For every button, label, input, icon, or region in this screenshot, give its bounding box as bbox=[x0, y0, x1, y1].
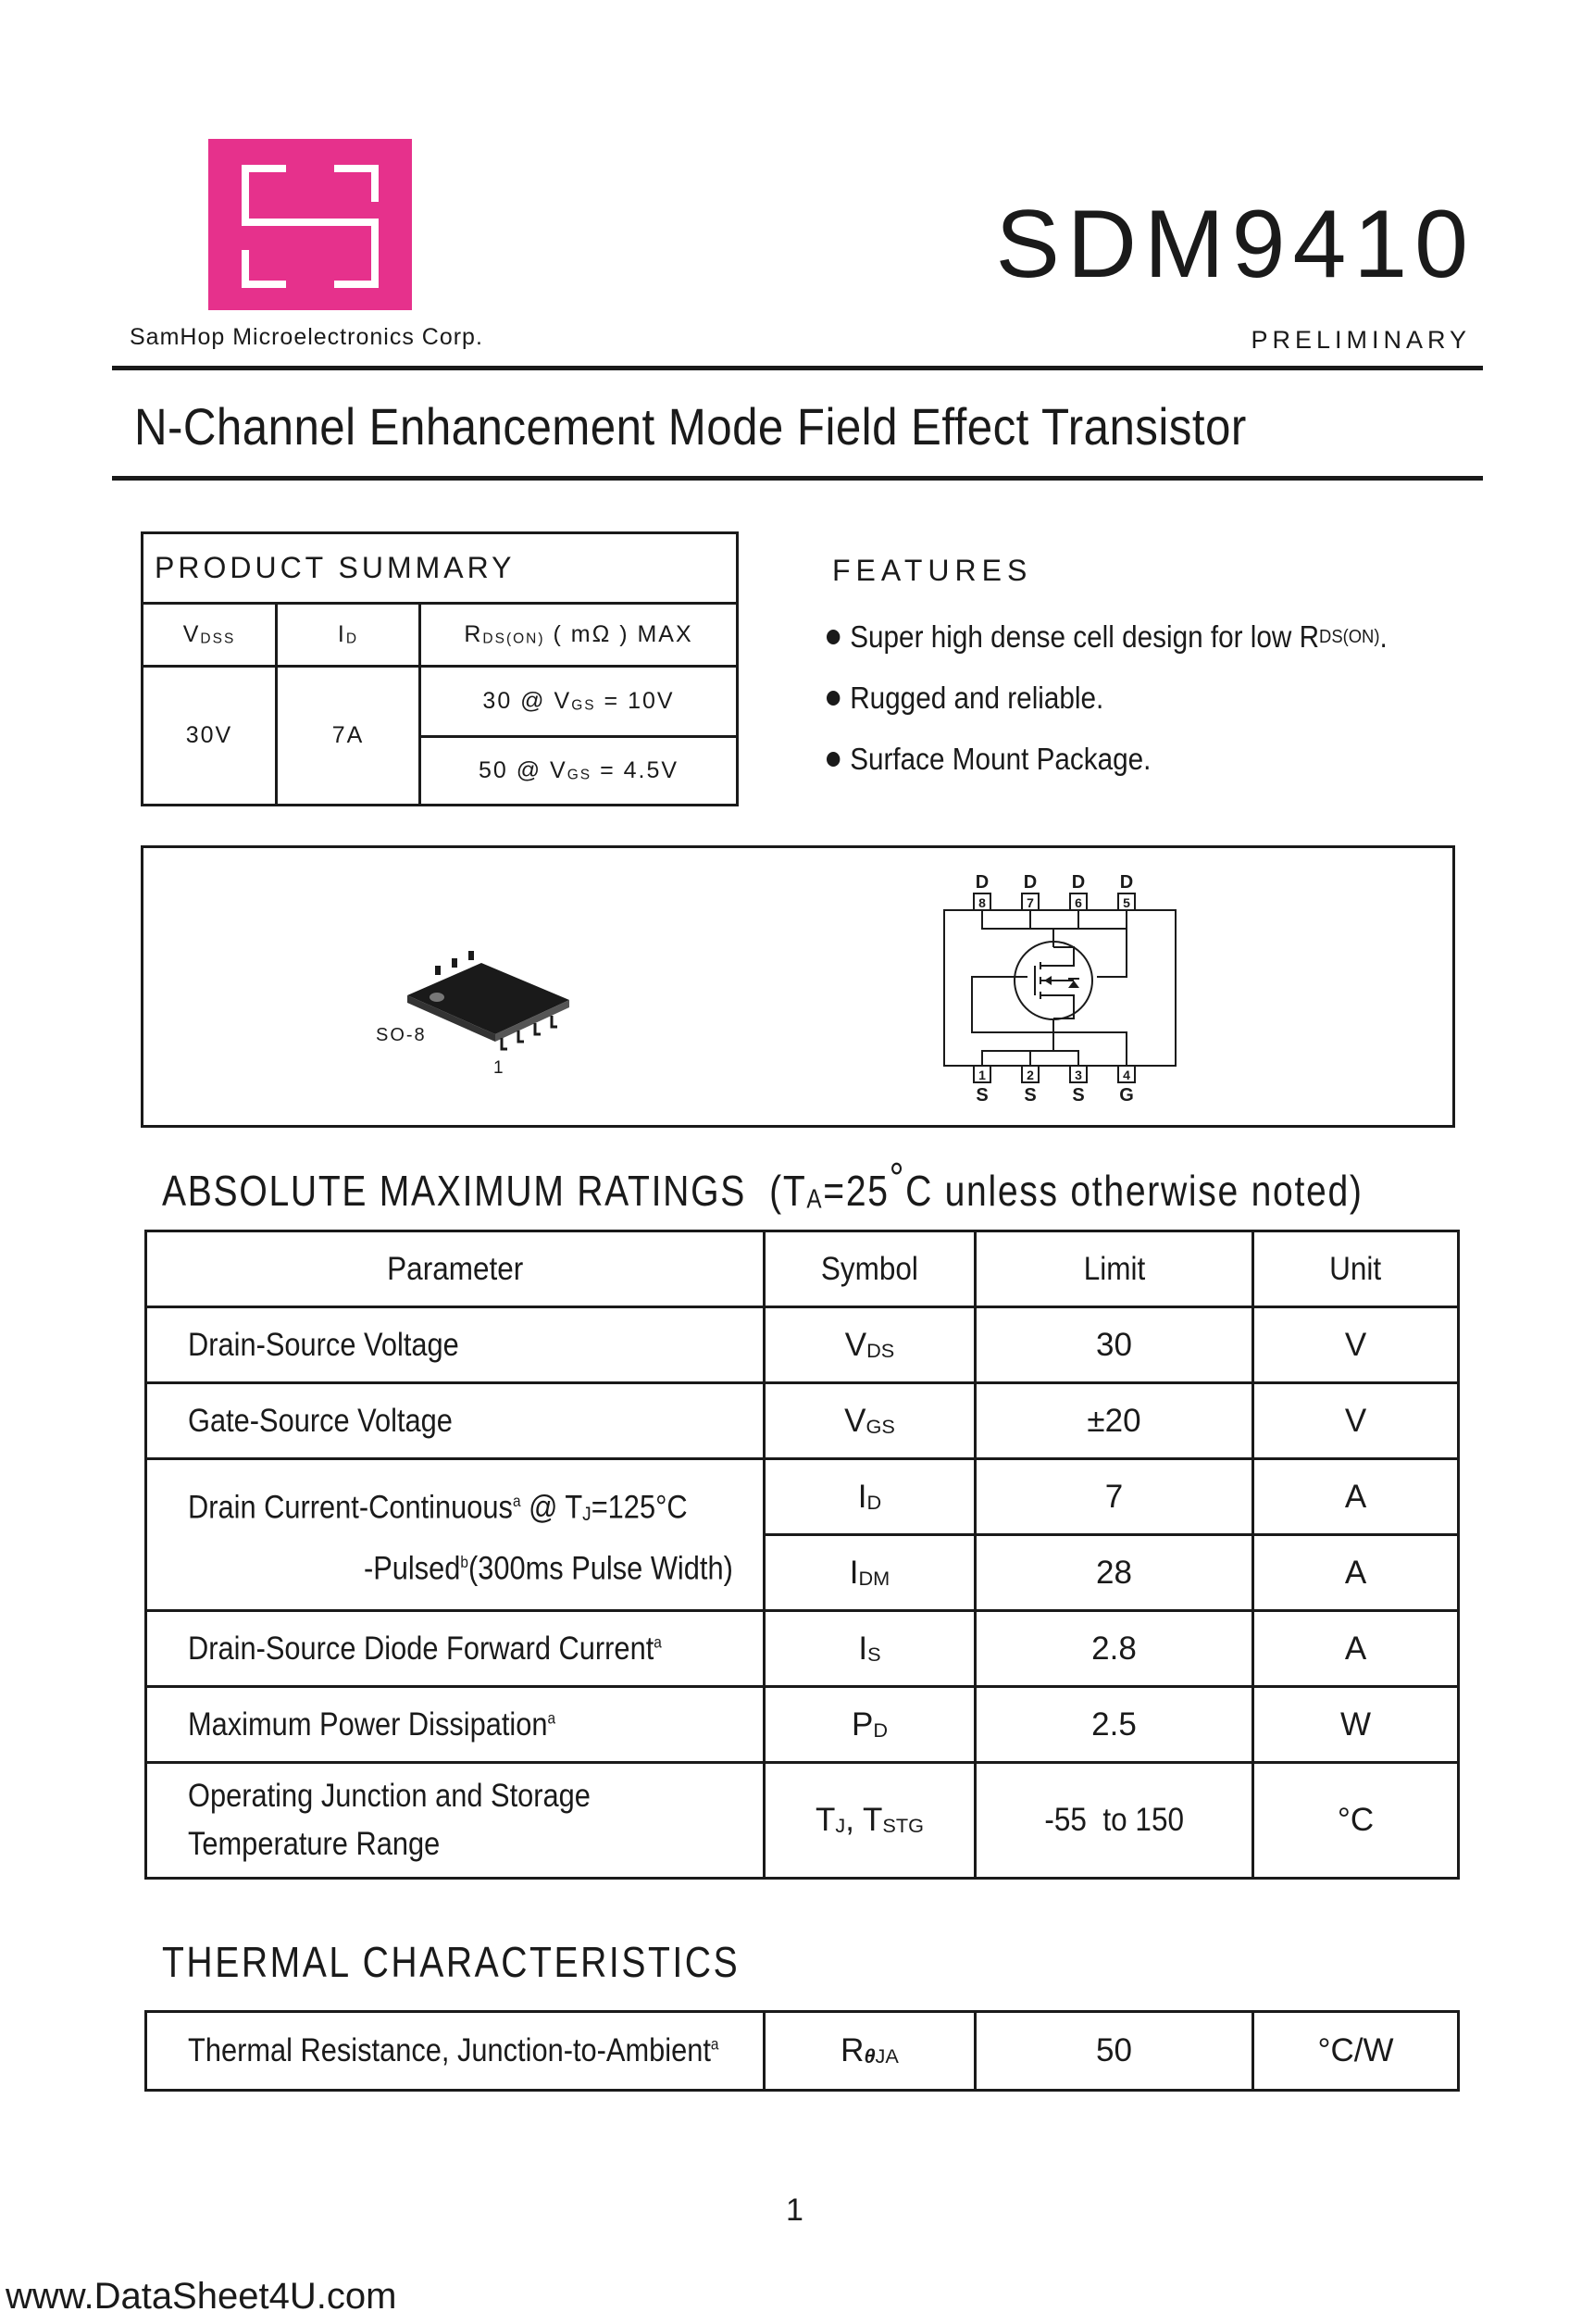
symbol-cell: $R_{\theta JA}$ bbox=[765, 2012, 976, 2091]
pin-d5-letter: D bbox=[1119, 872, 1134, 893]
feature-item: Super high dense cell design for low R DS(ON) . bbox=[827, 606, 1388, 668]
symbol-cell: $T_J$, $T_{STG}$ bbox=[765, 1763, 976, 1879]
header-symbol: Symbol bbox=[765, 1231, 976, 1307]
limit-cell: -55 to 150 bbox=[976, 1763, 1253, 1879]
symbol-cell: $V_{DS}$ bbox=[765, 1307, 976, 1383]
param-cell: Operating Junction and Storage Temperature Range bbox=[146, 1763, 765, 1879]
pin-s2-letter: S bbox=[1024, 1085, 1037, 1106]
header-rule bbox=[112, 366, 1483, 370]
header-unit: Unit bbox=[1253, 1231, 1459, 1307]
company-name: SamHop Microelectronics Corp. bbox=[130, 324, 483, 350]
features-heading: FEATURES bbox=[832, 554, 1033, 587]
amr-table bbox=[144, 1230, 1460, 1880]
unit-cell: A bbox=[1253, 1535, 1459, 1611]
rds-value-2: 50 @ $V_{GS} = 4.5V$ bbox=[420, 737, 738, 806]
pin-5-number: 5 bbox=[1123, 895, 1130, 910]
unit-cell: V bbox=[1253, 1307, 1459, 1383]
pin-2-number: 2 bbox=[1027, 1068, 1034, 1082]
amr-heading: ABSOLUTE MAXIMUM RATINGS ($T_A=25^\circ C$ unless otherwise noted) bbox=[162, 1154, 1364, 1215]
product-summary-table bbox=[141, 531, 739, 806]
limit-cell: 2.5 bbox=[976, 1687, 1253, 1763]
param-cell: Drain-Source Diode Forward Current$^a$ bbox=[146, 1611, 765, 1687]
company-logo bbox=[208, 139, 412, 310]
feature-item: Rugged and reliable. bbox=[827, 668, 1388, 729]
package-name: SO-8 bbox=[376, 1025, 427, 1045]
pin-s3-letter: S bbox=[1072, 1085, 1085, 1106]
pin1-label: 1 bbox=[493, 1058, 504, 1078]
symbol-cell: $P_D$ bbox=[765, 1687, 976, 1763]
watermark-link[interactable]: www.DataSheet4U.com bbox=[6, 2276, 397, 2317]
col-rds: $R_{DS(ON)}$ ( mΩ ) MAX bbox=[420, 604, 738, 667]
pin-g4-letter: G bbox=[1119, 1085, 1134, 1106]
document-title: N-Channel Enhancement Mode Field Effect Transistor bbox=[134, 397, 1247, 456]
param-cell: Thermal Resistance, Junction-to-Ambient$^a$ bbox=[146, 2012, 765, 2091]
unit-cell: W bbox=[1253, 1687, 1459, 1763]
thermal-table bbox=[144, 2010, 1460, 2092]
unit-cell: V bbox=[1253, 1383, 1459, 1459]
bullet-icon bbox=[827, 691, 840, 706]
unit-cell: A bbox=[1253, 1459, 1459, 1535]
col-vdss: $V_{DSS}$ bbox=[143, 604, 277, 667]
pin-1-number: 1 bbox=[978, 1068, 986, 1082]
param-cell: Drain Current-Continuous$^a$ @ $T_J=125^\circ C$ -Pulsed$^b$(300ms Pulse Width) bbox=[146, 1459, 765, 1611]
title-rule bbox=[112, 476, 1483, 481]
param-cell: Drain-Source Voltage bbox=[146, 1307, 765, 1383]
bullet-icon bbox=[827, 630, 840, 644]
pin-6-number: 6 bbox=[1075, 895, 1082, 910]
preliminary-label: PRELIMINARY bbox=[1251, 326, 1471, 354]
symbol-cell: $I_D$ bbox=[765, 1459, 976, 1535]
page-number: 1 bbox=[786, 2193, 803, 2228]
limit-cell: 7 bbox=[976, 1459, 1253, 1535]
pin-s1-letter: S bbox=[976, 1085, 989, 1106]
rds-value-1: 30 @ $V_{GS} = 10V$ bbox=[420, 667, 738, 737]
feature-item: Surface Mount Package. bbox=[827, 729, 1388, 790]
part-number: SDM9410 bbox=[995, 191, 1476, 298]
pin-7-number: 7 bbox=[1027, 895, 1034, 910]
product-summary-heading: PRODUCT SUMMARY bbox=[143, 533, 738, 604]
limit-cell: 2.8 bbox=[976, 1611, 1253, 1687]
pin-d8-letter: D bbox=[975, 872, 990, 893]
limit-cell: 50 bbox=[976, 2012, 1253, 2091]
limit-cell: ±20 bbox=[976, 1383, 1253, 1459]
col-id: $I_D$ bbox=[277, 604, 420, 667]
bullet-icon bbox=[827, 752, 840, 767]
pinout-schematic bbox=[935, 866, 1185, 1106]
header-parameter: Parameter bbox=[146, 1231, 765, 1307]
limit-cell: 28 bbox=[976, 1535, 1253, 1611]
symbol-cell: $I_S$ bbox=[765, 1611, 976, 1687]
symbol-cell: $V_{GS}$ bbox=[765, 1383, 976, 1459]
pin-8-number: 8 bbox=[978, 895, 986, 910]
pin-4-number: 4 bbox=[1123, 1068, 1130, 1082]
pin-3-number: 3 bbox=[1075, 1068, 1082, 1082]
pin-d6-letter: D bbox=[1071, 872, 1086, 893]
param-cell: Gate-Source Voltage bbox=[146, 1383, 765, 1459]
header-limit: Limit bbox=[976, 1231, 1253, 1307]
pin-d7-letter: D bbox=[1023, 872, 1038, 893]
unit-cell: A bbox=[1253, 1611, 1459, 1687]
limit-cell: 30 bbox=[976, 1307, 1253, 1383]
param-cell: Maximum Power Dissipation$^a$ bbox=[146, 1687, 765, 1763]
thermal-heading: THERMAL CHARACTERISTICS bbox=[162, 1938, 741, 1986]
id-value: 7A bbox=[277, 667, 420, 806]
vdss-value: 30V bbox=[143, 667, 277, 806]
symbol-cell: $I_{DM}$ bbox=[765, 1535, 976, 1611]
unit-cell: °C bbox=[1253, 1763, 1459, 1879]
package-diagram-box bbox=[141, 845, 1455, 1128]
features-list bbox=[827, 606, 1450, 790]
unit-cell: °C/W bbox=[1253, 2012, 1459, 2091]
